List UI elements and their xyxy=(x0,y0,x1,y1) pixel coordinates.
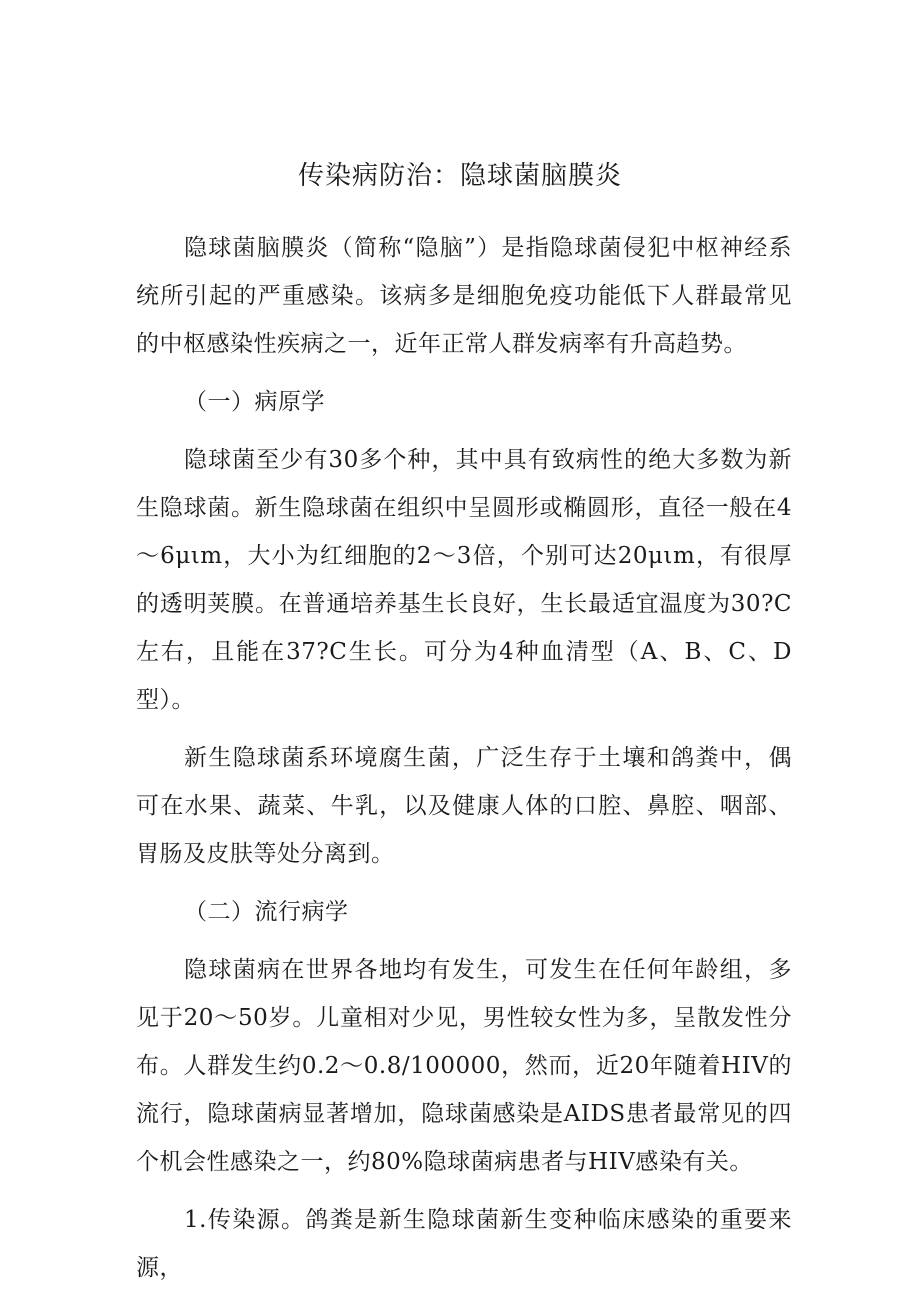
section-heading-epidemiology: （二）流行病学 xyxy=(184,899,349,925)
paragraph-infection-source: 1.传染源。鸽粪是新生隐球菌新生变种临床感染的重要来源， xyxy=(136,1207,792,1281)
section-heading-pathogen: （一）病原学 xyxy=(184,389,325,415)
paragraph-intro: 隐球菌脑膜炎（简称“隐脑”）是指隐球菌侵犯中枢神经系统所引起的严重感染。该病多是细胞免疫功能低下人群最常见的中枢感染性疾病之一，近年正常人群发病率有升高趋势。 xyxy=(136,235,792,357)
paragraph-pathogen-species: 隐球菌至少有30多个种，其中具有致病性的绝大多数为新生隐球菌。新生隐球菌在组织中呈圆形或椭圆形，直径一般在4～6μιm，大小为红细胞的2～3倍，个别可达20μιm，有很厚的透明荚膜。在普通培养基生长良好，生长最适宜温度为30?C左右，且能在37?C生长。可分为4种血清型（A、B、C、D型）。 xyxy=(136,447,792,713)
document-body xyxy=(136,224,792,1302)
page-title: 传染病防治：隐球菌脑膜炎 xyxy=(297,161,622,191)
paragraph-pathogen-habitat: 新生隐球菌系环境腐生菌，广泛生存于土壤和鸽粪中，偶可在水果、蔬菜、牛乳，以及健康人体的口腔、鼻腔、咽部、胃肠及皮肤等处分离到。 xyxy=(136,745,792,867)
paragraph-epidemiology: 隐球菌病在世界各地均有发生，可发生在任何年龄组，多见于20～50岁。儿童相对少见，男性较女性为多，呈散发性分布。人群发生约0.2～0.8/100000，然而，近20年随着HIV的流行，隐球菌病显著增加，隐球菌感染是AIDS患者最常见的四个机会性感染之一，约80%隐球菌病患者与HIV感染有关。 xyxy=(136,957,792,1175)
